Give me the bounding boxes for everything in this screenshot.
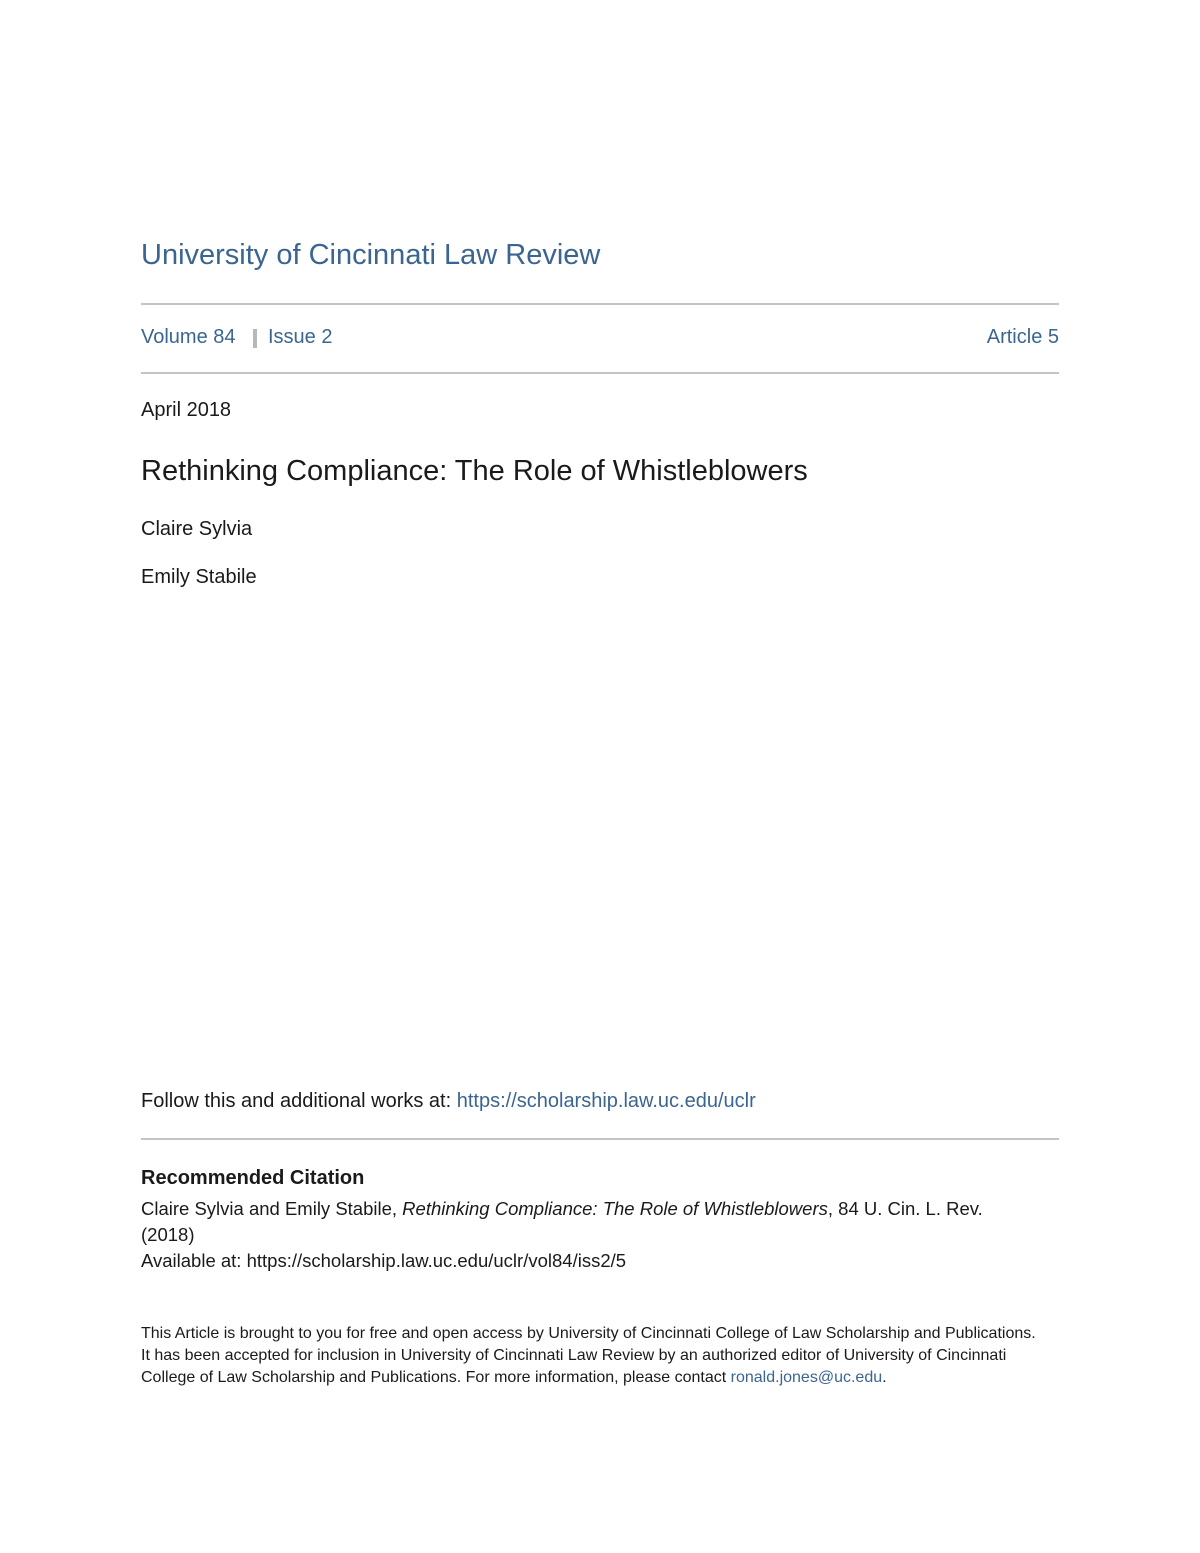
notice-end: . [882,1369,887,1386]
author-name: Claire Sylvia [141,518,253,540]
issue-link[interactable]: Issue 2 [268,326,333,348]
citation-authors: Claire Sylvia and Emily Stabile, [141,1198,403,1219]
volume-issue-separator [253,329,257,348]
follow-line [141,1090,756,1113]
author-name: Emily Stabile [141,566,257,588]
journal-title[interactable]: University of Cincinnati Law Review [141,239,601,271]
notice-text: This Article is brought to you for free and open access by University of Cincinnati College of Law Scholarship and Publications. It has been accepted for inclusion in University of Cincinnati Law Review by an authorized editor of University of Cincinnati College of Law Scholarship and Publications. For more information, please contact [141,1325,1036,1386]
divider-middle [141,372,1059,374]
citation-title: Rethinking Compliance: The Role of Whistleblowers [402,1198,828,1219]
follow-link[interactable]: https://scholarship.law.uc.edu/uclr [456,1090,756,1112]
divider-bottom [141,1138,1059,1140]
article-number-link[interactable]: Article 5 [986,326,1059,348]
issue-info-row [141,326,1059,356]
citation-block [141,1196,1021,1274]
recommended-citation-heading: Recommended Citation [141,1167,365,1189]
volume-link[interactable]: Volume 84 [141,326,236,348]
citation-text [141,1196,1021,1248]
citation-source: , 84 U. Cin. L. Rev. (2018) [141,1198,983,1245]
divider-top [141,303,1059,305]
follow-text: Follow this and additional works at: [141,1090,457,1112]
article-title: Rethinking Compliance: The Role of Whistleblowers [141,455,808,487]
open-access-notice [141,1323,1046,1389]
contact-email-link[interactable]: ronald.jones@uc.edu [730,1369,883,1386]
publication-date: April 2018 [141,399,232,421]
citation-available: Available at: https://scholarship.law.uc.edu/uclr/vol84/iss2/5 [141,1250,627,1271]
